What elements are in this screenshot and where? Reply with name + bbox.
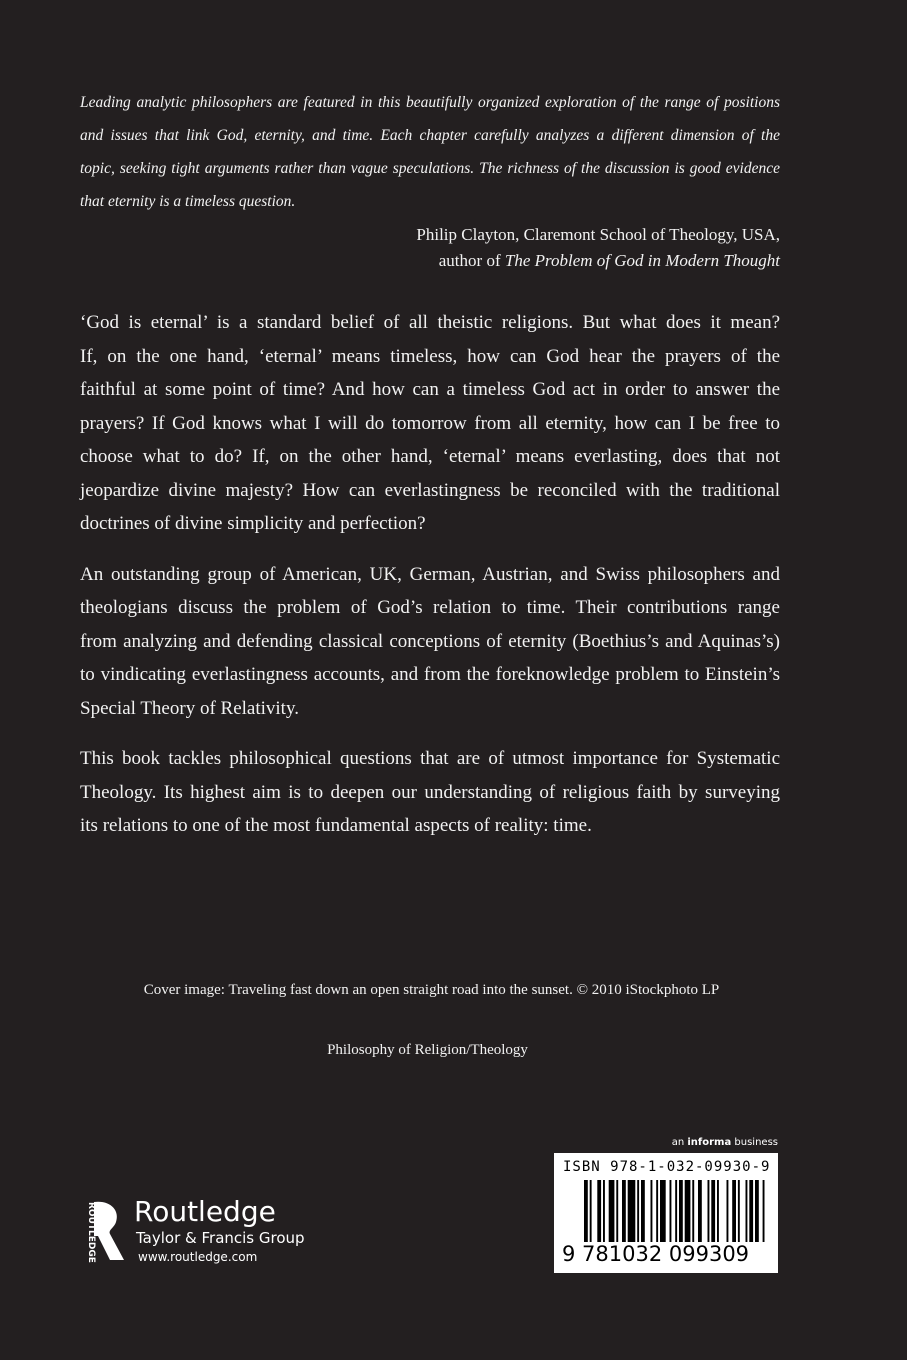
- barcode-bar: [727, 1180, 729, 1242]
- routledge-logo-icon: [80, 1198, 126, 1264]
- endorsement-attribution: [416, 222, 780, 274]
- barcode-bar: [656, 1180, 658, 1242]
- paragraph-line: If, on the one hand, ‘eternal’ means timeless, how can God hear the prayers of the: [80, 345, 780, 367]
- description-paragraph: [80, 558, 780, 726]
- barcode-bar: [622, 1180, 626, 1242]
- paragraph-line: An outstanding group of American, UK, German, Austrian, and Swiss philosophers and: [80, 563, 780, 585]
- barcode-bar: [692, 1180, 694, 1242]
- paragraph-line: Special Theory of Relativity.: [80, 697, 299, 719]
- barcode-bar: [609, 1180, 615, 1242]
- logo-text: ROUTLEDGE: [86, 1202, 96, 1263]
- paragraph-line: to vindicating everlastingness accounts, and from the foreknowledge problem to Einstein’s: [80, 664, 780, 685]
- publisher-brand: [134, 1196, 305, 1266]
- attribution-prefix: author of: [438, 251, 505, 270]
- paragraph-line: theologians discuss the problem of God’s relation to time. Their contributions range: [80, 597, 780, 618]
- attribution-name: Philip Clayton, Claremont School of Theology, USA,: [416, 225, 780, 244]
- subject-category: Philosophy of Religion/Theology: [327, 1042, 528, 1058]
- paragraph-line: its relations to one of the most fundamental aspects of reality: time.: [80, 815, 592, 836]
- paragraph-line: ‘God is eternal’ is a standard belief of all theistic religions. But what does it mean?: [80, 312, 780, 333]
- barcode-bar: [628, 1180, 636, 1242]
- barcode-bar: [679, 1180, 683, 1242]
- barcode-bar: [641, 1180, 645, 1242]
- informa-suffix: business: [731, 1137, 778, 1148]
- barcode-bar: [698, 1180, 702, 1242]
- barcode-bar: [717, 1180, 719, 1242]
- barcode-bar: [670, 1180, 672, 1242]
- attribution-book-line: [416, 248, 780, 274]
- isbn-label: ISBN 978-1-032-09930-9: [563, 1159, 771, 1175]
- paragraph-line: faithful at some point of time? And how can a timeless God act in order to answer the: [80, 379, 780, 400]
- paragraph-line: jeopardize divine majesty? How can everlastingness be reconciled with the traditional: [80, 479, 780, 501]
- quote-line: that eternity is a timeless question.: [80, 193, 296, 210]
- quote-line: and issues that link God, eternity, and time. Each chapter carefully analyzes a different dimension of the: [80, 127, 780, 144]
- barcode-bar: [763, 1180, 765, 1242]
- publisher-group: Taylor & Francis Group: [136, 1229, 305, 1247]
- paragraph-line: choose what to do? If, on the other hand, ‘eternal’ means everlasting, does that not: [80, 446, 780, 467]
- ean-number: 9 781032 099309: [562, 1242, 750, 1266]
- publisher-name: Routledge: [134, 1195, 276, 1228]
- informa-tagline: [640, 1137, 778, 1148]
- barcode-bar: [651, 1180, 653, 1242]
- barcode-bar: [603, 1180, 605, 1242]
- barcode-bar: [584, 1180, 588, 1242]
- barcode-bar: [708, 1180, 710, 1242]
- barcode-bar: [732, 1180, 736, 1242]
- paragraph-line: Theology. Its highest aim is to deepen our understanding of religious faith by surveying: [80, 781, 780, 803]
- barcode-bar: [637, 1180, 639, 1242]
- barcode-bar: [749, 1180, 753, 1242]
- barcode-bar: [660, 1180, 666, 1242]
- endorsement-quote: [80, 86, 780, 218]
- barcode-bar: [616, 1180, 618, 1242]
- barcode-bar: [755, 1180, 759, 1242]
- cover-credit: Cover image: Traveling fast down an open straight road into the sunset. © 2010 iStockphoto LP: [143, 982, 720, 998]
- barcode-bar: [597, 1180, 601, 1242]
- description-paragraph: [80, 306, 780, 541]
- informa-prefix: an: [671, 1137, 688, 1148]
- informa-bold: informa: [687, 1137, 732, 1148]
- description-paragraph: [80, 742, 780, 843]
- barcode-bar: [590, 1180, 592, 1242]
- publisher-url[interactable]: www.routledge.com: [138, 1250, 258, 1264]
- isbn-barcode: [554, 1153, 778, 1273]
- barcode-bar: [675, 1180, 677, 1242]
- barcode-bar: [685, 1180, 691, 1242]
- description: [80, 306, 780, 860]
- paragraph-line: from analyzing and defending classical conceptions of eternity (Boethius’s and Aquinas’s): [80, 630, 780, 652]
- barcode-bar: [711, 1180, 715, 1242]
- paragraph-line: doctrines of divine simplicity and perfection?: [80, 513, 426, 534]
- quote-line: Leading analytic philosophers are featured in this beautifully organized exploration of the range of positions: [80, 94, 780, 111]
- paragraph-line: This book tackles philosophical questions that are of utmost importance for Systematic: [80, 748, 780, 769]
- quote-line: topic, seeking tight arguments rather than vague speculations. The richness of the discussion is good evidence: [80, 160, 780, 177]
- barcode-bar: [738, 1180, 740, 1242]
- paragraph-line: prayers? If God knows what I will do tomorrow from all eternity, how can I be free to: [80, 412, 780, 434]
- barcode-bar: [746, 1180, 748, 1242]
- attribution-book-title: The Problem of God in Modern Thought: [504, 251, 780, 270]
